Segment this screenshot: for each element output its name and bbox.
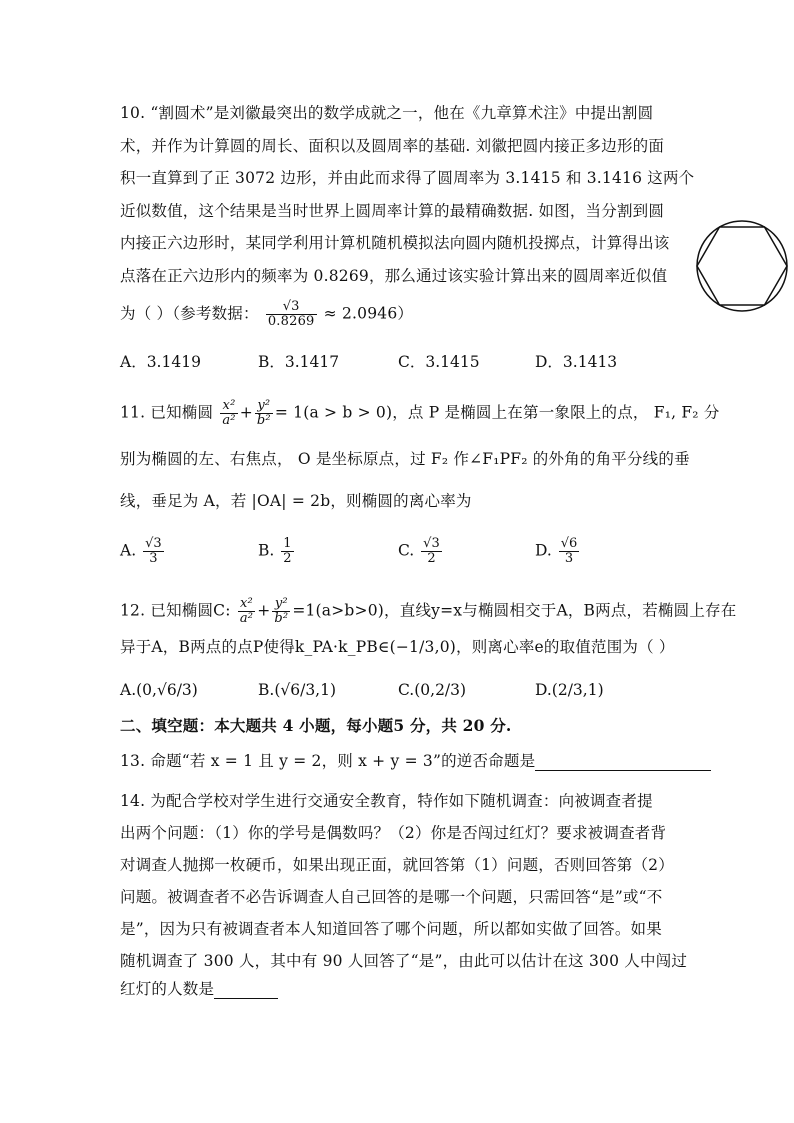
q11-line-3: 线，垂足为 A，若 |OA| = 2b，则椭圆的离心率为 [120, 492, 472, 510]
q13-text: 13. 命题“若 x = 1 且 y = 2，则 x + y = 3”的逆否命题是 [120, 752, 536, 770]
q14-line-1: 14. 为配合学校对学生进行交通安全教育，特作如下随机调查：向被调查者提 [120, 792, 653, 810]
q11-option-a [120, 537, 166, 566]
fraction-numerator: √3 [266, 300, 317, 315]
q12-line-1-mid: =1(a>b>0)，直线y=x与椭圆相交于A，B两点，若椭圆上存在 [292, 601, 737, 620]
option-label: A. [120, 541, 137, 560]
q10-line-7-suffix: ≈ 2.0946） [323, 304, 414, 323]
option-fraction [559, 537, 580, 566]
q10-reference-fraction [266, 300, 317, 329]
fraction-numerator: x² [238, 597, 255, 612]
q14-line-7-text: 红灯的人数是 [120, 980, 215, 998]
q11-option-c [398, 537, 444, 566]
q14-line-7 [120, 979, 278, 999]
fraction-numerator: √6 [560, 536, 578, 551]
fraction-denominator: 0.8269 [267, 314, 315, 329]
ellipse-y-term [272, 597, 290, 626]
q14-line-5: 是”，因为只有被调查者本人知道回答了哪个问题，所以都如实做了回答。如果 [120, 920, 662, 938]
fraction-denominator: 3 [564, 551, 574, 566]
section-heading-fill-in: 二、填空题：本大题共 4 小题，每小题5 分，共 20 分. [120, 716, 512, 735]
q11-line-1-mid: = 1(a > b > 0)，点 P 是椭圆上在第一象限上的点， [274, 403, 649, 422]
fraction-denominator: b² [274, 611, 289, 626]
fraction-numerator: y² [255, 399, 273, 414]
fraction-denominator: b² [256, 413, 271, 428]
q14-line-3: 对调查人抛掷一枚硬币，如果出现正面，就回答第（1）问题，否则回答第（2） [120, 856, 674, 874]
q13-line [120, 751, 711, 771]
fraction-numerator: √3 [145, 536, 162, 551]
q14-line-2: 出两个问题：（1）你的学号是偶数吗？（2）你是否闯过红灯？要求被调查者背 [120, 824, 667, 842]
q11-option-d [535, 537, 581, 566]
fraction-denominator: 2 [283, 551, 292, 566]
ellipse-x-term [238, 597, 255, 626]
q10-line-2: 术，并作为计算圆的周长、面积以及圆周率的基础. 刘徽把圆内接正多边形的面 [120, 137, 665, 155]
q10-line-7-prefix: 为（ ）（参考数据： [120, 304, 259, 323]
q12-line-1-prefix: 12. 已知椭圆C: [120, 601, 231, 620]
q12-option-d: D.(2/3,1) [535, 681, 604, 699]
fraction-numerator: y² [272, 597, 290, 612]
q11-line-1-prefix: 11. 已知椭圆 [120, 403, 214, 422]
q10-line-3: 积一直算到了正 3072 边形，并由此而求得了圆周率为 3.1415 和 3.1416 这两个 [120, 169, 695, 187]
q10-line-4: 近似数值，这个结果是当时世界上圆周率计算的最精确数据. 如图，当分割到圆 [120, 202, 665, 220]
circle-shape [697, 221, 787, 311]
fraction-numerator: x² [220, 399, 237, 414]
q11-line-1-suffix: F₁, F₂ 分 [653, 403, 720, 422]
q11-option-b [258, 537, 296, 566]
q10-line-5: 内接正六边形时，某同学利用计算机随机模拟法向圆内随机投掷点，计算得出该 [120, 234, 670, 252]
ellipse-y-term [255, 399, 273, 428]
q10-option-b: B．3.1417 [258, 353, 340, 371]
q14-line-6: 随机调查了 300 人，其中有 90 人回答了“是”，由此可以估计在这 300 人中闯过 [120, 952, 688, 970]
fraction-denominator: 2 [427, 551, 436, 566]
q12-option-c: C.(0,2/3) [398, 681, 467, 699]
fraction-denominator: a² [239, 611, 254, 626]
q10-option-d: D．3.1413 [535, 353, 618, 371]
fraction-numerator: √3 [423, 536, 440, 551]
q10-line-6: 点落在正六边形内的频率为 0.8269，那么通过该实验计算出来的圆周率近似值 [120, 267, 668, 285]
q12-option-a: A.(0,√6/3) [120, 681, 198, 699]
q14-answer-blank[interactable] [214, 980, 278, 999]
option-label: D. [535, 541, 552, 560]
fraction-denominator: a² [222, 413, 236, 428]
inscribed-hexagon-figure [694, 218, 790, 314]
q12-line-2: 异于A，B两点的点P使得k_PA·k_PB∈(−1/3,0)，则离心率e的取值范围为（ ） [120, 638, 675, 656]
q13-answer-blank[interactable] [535, 752, 711, 771]
option-fraction [421, 537, 442, 566]
q11-line-2: 别为椭圆的左、右焦点， O 是坐标原点，过 F₂ 作∠F₁PF₂ 的外角的角平分线的垂 [120, 450, 690, 468]
ellipse-x-term [220, 399, 237, 428]
fraction-denominator: 3 [149, 551, 158, 566]
q10-option-c: C．3.1415 [398, 353, 480, 371]
hexagon-shape [697, 227, 787, 305]
q10-option-a: A．3.1419 [120, 353, 201, 371]
fraction-numerator: 1 [283, 536, 292, 551]
option-label: C. [398, 541, 415, 560]
option-fraction [281, 537, 293, 566]
q10-line-1: 10. “割圆术”是刘徽最突出的数学成就之一，他在《九章算术注》中提出割圆 [120, 104, 654, 122]
option-fraction [143, 537, 164, 566]
q12-option-b: B.(√6/3,1) [258, 681, 337, 699]
option-label: B. [258, 541, 275, 560]
q14-line-4: 问题。被调查者不必告诉调查人自己回答的是哪一个问题，只需回答“是”或“不 [120, 888, 663, 906]
q11-line-1: 11. 已知椭圆 $\frac{\text{x²}}{\text{a²}}$ + $\frac{\text{y²}}{\text{b²}}$ = 1(a > b > 0)，点 P 是椭圆上在第一象限上的点， F₁, F₂ 分 [120, 398, 720, 428]
q12-line-1: 12. 已知椭圆C: $\frac{\text{x²}}{\text{a²}}$ + $\frac{\text{y²}}{\text{b²}}$ =1(a>b>0)，直线y=x与椭圆相交于A，B两点，若椭圆上存在 [120, 596, 737, 626]
q10-line-7 [120, 300, 413, 329]
